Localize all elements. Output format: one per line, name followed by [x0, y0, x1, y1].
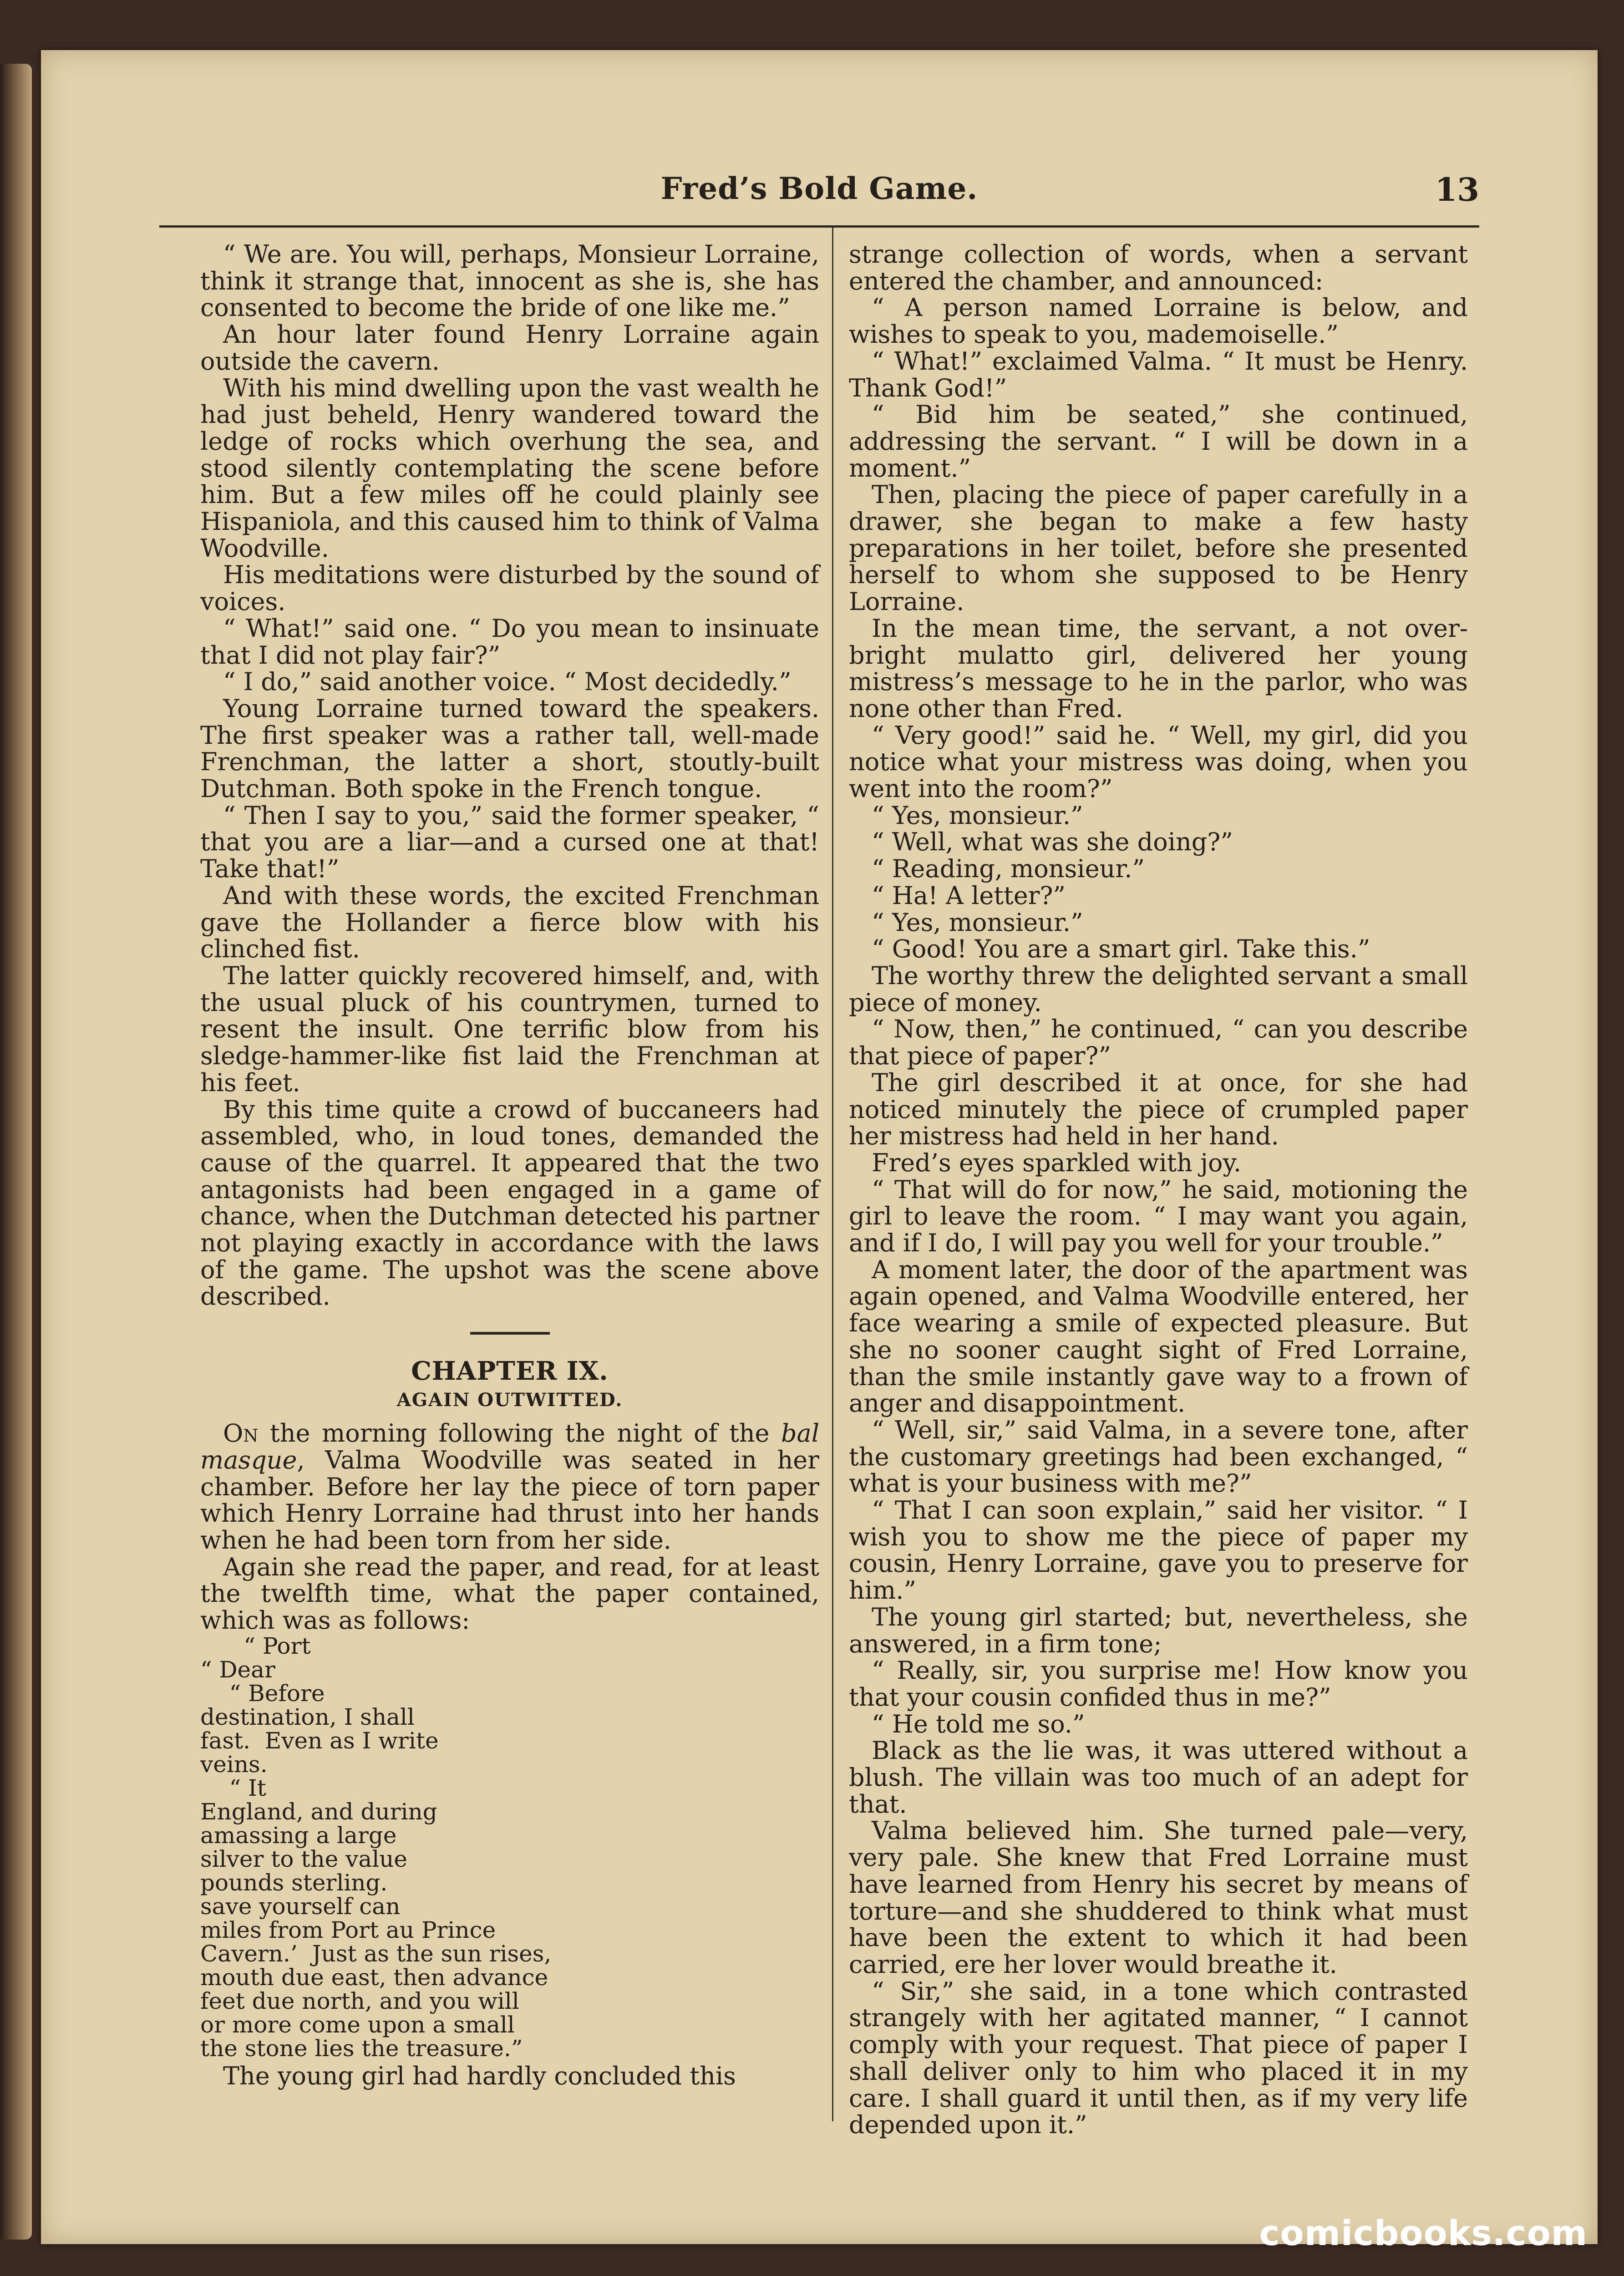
- paragraph: “ We are. You will, perhaps, Monsieur Lorraine, think it strange that, innocent as she is, she has consented to become the bride of one like me.”: [200, 240, 819, 322]
- paragraph: “ Ha! A letter?”: [872, 881, 1066, 910]
- letter-line: Cavern.’ Just as the sun rises,: [200, 1940, 552, 1967]
- paragraph: “ Very good!” said he. “ Well, my girl, did you notice what your mistress was doing, when you went into the room?”: [849, 721, 1468, 803]
- paragraph: “ Well, what was she doing?”: [872, 828, 1233, 857]
- letter-line: “ Port: [200, 1632, 311, 1659]
- paragraph: Then, placing the piece of paper carefully in a drawer, she began to make a few hasty preparations in her toilet, before she presented herself to whom she supposed to be Henry Lorraine.: [849, 480, 1468, 616]
- letter-line: fast. Even as I write: [200, 1727, 439, 1754]
- paragraph: “ He told me so.”: [872, 1709, 1085, 1738]
- paragraph: And with these words, the excited Frenchman gave the Hollander a fierce blow with his clinched fist.: [200, 881, 819, 964]
- letter-line: mouth due east, then advance: [200, 1964, 548, 1991]
- paragraph: “ That I can soon explain,” said her visitor. “ I wish you to show me the piece of paper my cousin, Henry Lorraine, gave you to preserve for him.”: [849, 1496, 1468, 1605]
- section-divider: [470, 1332, 550, 1335]
- paragraph: Young Lorraine turned toward the speakers. The first speaker was a rather tall, well-made Frenchman, the latter a short, stoutly-built Dutchman. Both spoke in the French tongue.: [200, 694, 819, 803]
- letter-line: the stone lies the treasure.”: [200, 2035, 523, 2062]
- right-column: [849, 241, 1468, 2139]
- paragraph: “ Really, sir, you surprise me! How know you that your cousin confided thus in me?”: [849, 1656, 1468, 1712]
- paragraph: With his mind dwelling upon the vast wealth he had just beheld, Henry wandered toward the ledge of rocks which overhung the sea, and stood silently contemplating the scene before him. But a few miles off he could plainly see Hispaniola, and this caused him to think of Valma Woodville.: [200, 373, 819, 563]
- column-divider: [832, 228, 833, 2121]
- paragraph: Valma believed him. She turned pale—very, very pale. She knew that Fred Lorraine must have learned from Henry his secret by means of torture—and she shuddered to think what must have been the extent to which it had been carried, ere her lover would breathe it.: [849, 1816, 1468, 1979]
- letter-line: England, and during: [200, 1798, 437, 1825]
- paragraph: strange collection of words, when a servant entered the chamber, and announced:: [849, 240, 1468, 295]
- paragraph: By this time quite a crowd of buccaneers had assembled, who, in loud tones, demanded the cause of the quarrel. It appeared that the two antagonists had been engaged in a game of chance, when the Dutchman detected his partner not playing exactly in accordance with the laws of the game. The upshot was the scene above described.: [200, 1095, 819, 1311]
- adjacent-page-edge: [0, 64, 32, 2240]
- paragraph: “ Yes, monsieur.”: [872, 801, 1083, 830]
- left-column: [200, 241, 819, 2089]
- paragraph: “ Yes, monsieur.”: [872, 908, 1083, 937]
- paragraph: “ What!” exclaimed Valma. “ It must be Henry. Thank God!”: [849, 346, 1468, 402]
- paragraph: Fred’s eyes sparkled with joy.: [872, 1148, 1242, 1177]
- letter-line: “ Before: [200, 1680, 325, 1707]
- letter-line: pounds sterling.: [200, 1869, 388, 1896]
- paragraph: “ That will do for now,” he said, motioning the girl to leave the room. “ I may want you again, and if I do, I will pay you well for your trouble.”: [849, 1175, 1468, 1258]
- smallcaps-lead: On: [223, 1419, 259, 1448]
- letter-line: or more come upon a small: [200, 2011, 515, 2038]
- chapter-subtitle: AGAIN OUTWITTED.: [396, 1389, 623, 1411]
- paragraph: The girl described it at once, for she had noticed minutely the piece of crumpled paper her mistress had held in her hand.: [849, 1068, 1468, 1151]
- paragraph: “ Well, sir,” said Valma, in a severe tone, after the customary greetings had been exchanged, “ what is your business with me?”: [849, 1415, 1468, 1498]
- letter-line: amassing a large: [200, 1822, 397, 1849]
- paragraph: “ Reading, monsieur.”: [872, 854, 1145, 884]
- letter-line: “ Dear: [200, 1656, 275, 1683]
- letter-line: silver to the value: [200, 1845, 407, 1872]
- paragraph: “ Sir,” she said, in a tone which contrasted strangely with her agitated manner, “ I cannot comply with your request. That piece of paper I shall deliver only to him who placed it in my care. I shall guard it until then, as if my very life depended upon it.”: [849, 1976, 1468, 2139]
- paragraph: In the mean time, the servant, a not over-bright mulatto girl, delivered her young mistress’s message to he in the parlor, who was none other than Fred.: [849, 614, 1468, 723]
- paragraph: “ What!” said one. “ Do you mean to insinuate that I did not play fair?”: [200, 614, 819, 670]
- torn-letter-text: [200, 1634, 819, 2060]
- italic-term: bal masque: [200, 1419, 819, 1474]
- page-header: [159, 162, 1479, 228]
- paragraph: An hour later found Henry Lorraine again outside the cavern.: [200, 320, 819, 376]
- paragraph: “ Now, then,” he continued, “ can you describe that piece of paper?”: [849, 1015, 1468, 1071]
- letter-line: feet due north, and you will: [200, 1987, 519, 2014]
- paragraph: “ Bid him be seated,” she continued, addressing the servant. “ I will be down in a moment.”: [849, 400, 1468, 483]
- paragraph: His meditations were disturbed by the sound of voices.: [200, 560, 819, 616]
- paragraph: Black as the lie was, it was uttered without a blush. The villain was too much of an adept for that.: [849, 1736, 1468, 1819]
- paragraph: The latter quickly recovered himself, and, with the usual pluck of his countrymen, turned to resent the insult. One terrific blow from his sledge-hammer-like fist laid the Frenchman at his feet.: [200, 961, 819, 1097]
- page-number: 13: [1435, 171, 1479, 208]
- paragraph: The young girl had hardly concluded this: [223, 2061, 736, 2090]
- paragraph: Again she read the paper, and read, for at least the twelfth time, what the paper contained, which was as follows:: [200, 1552, 819, 1635]
- letter-line: save yourself can: [200, 1893, 401, 1920]
- chapter-title: CHAPTER IX.: [411, 1356, 609, 1387]
- paragraph: “ Good! You are a smart girl. Take this.”: [872, 935, 1370, 964]
- book-page: [41, 50, 1598, 2244]
- paragraph: A moment later, the door of the apartment was again opened, and Valma Woodville entered, her face wearing a smile of expected pleasure. But she no sooner caught sight of Fred Lorraine, than the smile instantly gave way to a frown of anger and disappointment.: [849, 1255, 1468, 1418]
- letter-line: veins.: [200, 1751, 268, 1778]
- paragraph: The worthy threw the delighted servant a small piece of money.: [849, 961, 1468, 1017]
- paragraph: The young girl started; but, nevertheless, she answered, in a firm tone;: [849, 1602, 1468, 1658]
- running-title: Fred’s Bold Game.: [660, 171, 978, 206]
- letter-line: miles from Port au Prince: [200, 1916, 496, 1943]
- paragraph: “ A person named Lorraine is below, and wishes to speak to you, mademoiselle.”: [849, 293, 1468, 349]
- paragraph: On the morning following the night of the bal masque, Valma Woodville was seated in her chamber. Before her lay the piece of torn paper which Henry Lorraine had thrust into her hands when he had been torn from her side.: [200, 1419, 819, 1555]
- letter-line: destination, I shall: [200, 1703, 415, 1730]
- paragraph: “ Then I say to you,” said the former speaker, “ that you are a liar—and a cursed one at that! Take that!”: [200, 801, 819, 884]
- paragraph: “ I do,” said another voice. “ Most decidedly.”: [223, 667, 792, 696]
- letter-line: “ It: [200, 1774, 266, 1801]
- site-watermark: comicbooks.com: [1259, 2213, 1588, 2253]
